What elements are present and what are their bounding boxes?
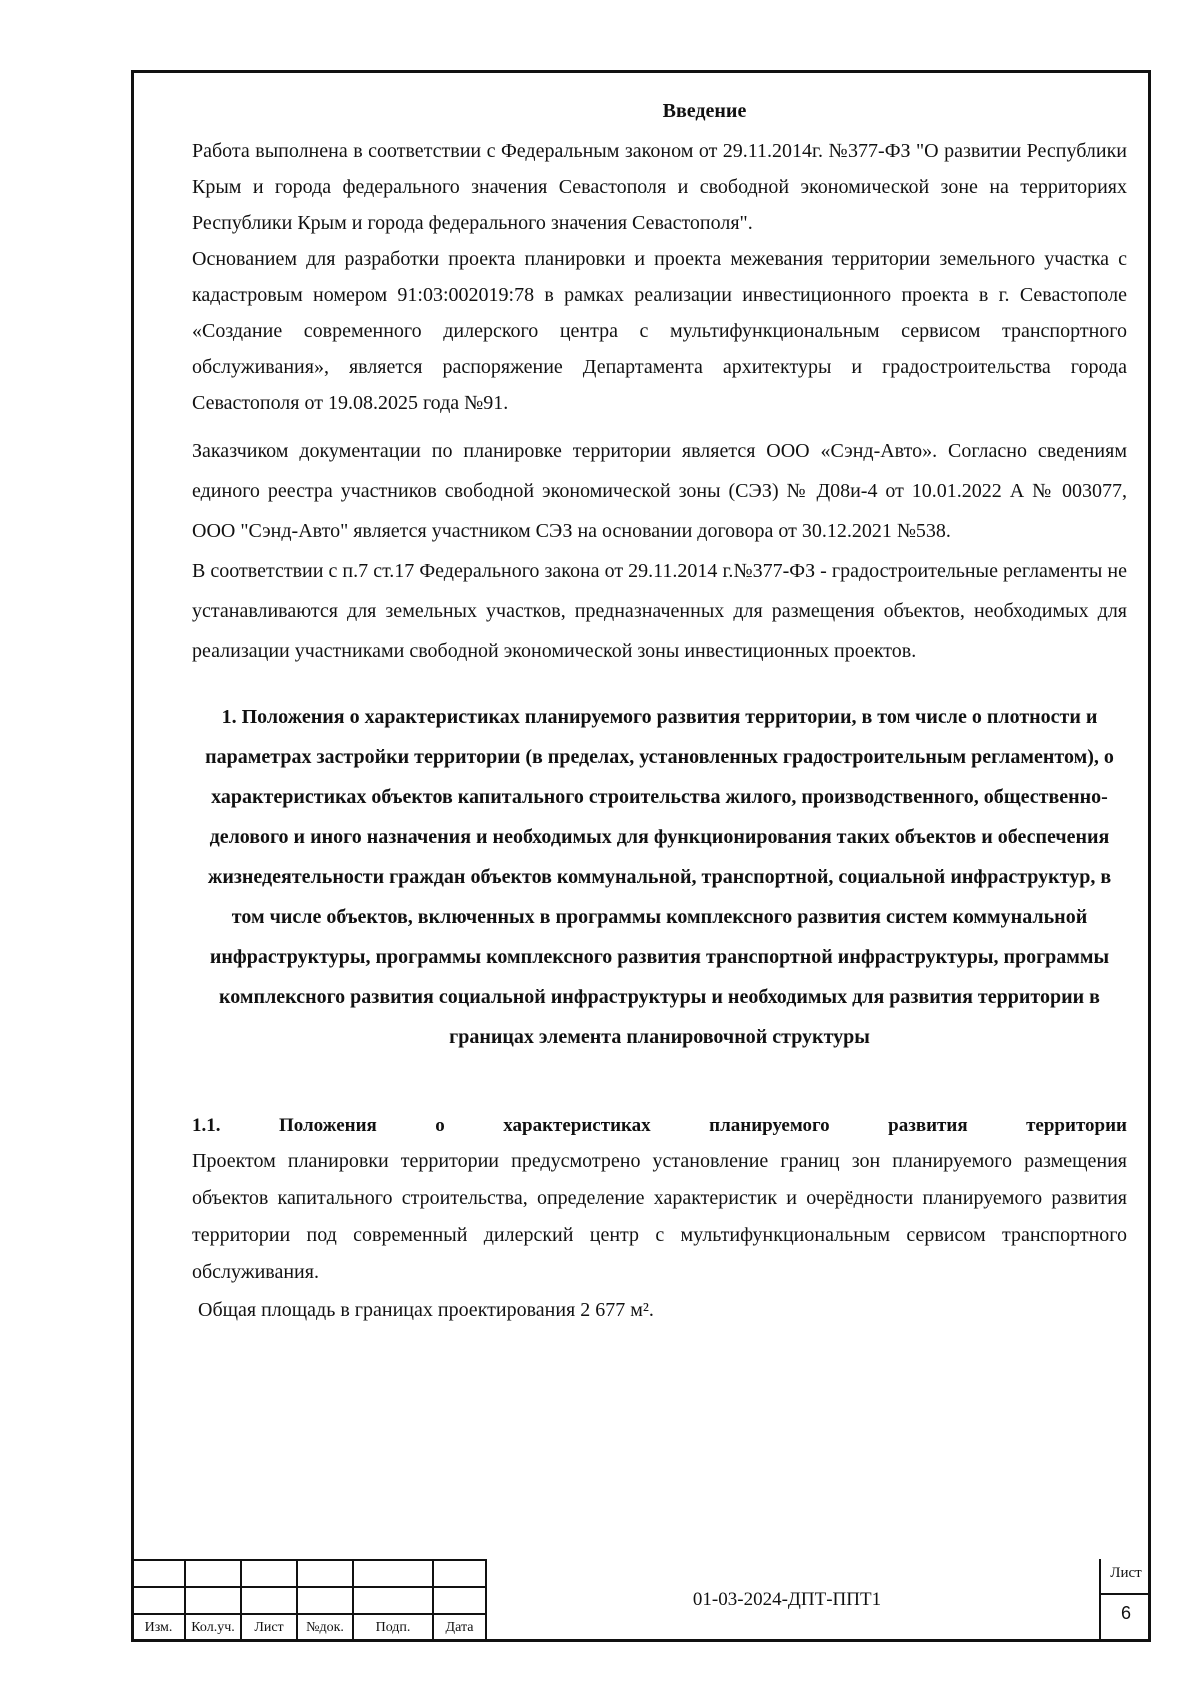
page-title: Введение [662,100,747,122]
subsection-paragraph: Проектом планировки территории предусмотрено установление границ зон планируемого размещения объектов капитального строительства, определение характеристик и очерёдности планируемого развития территории под современный дилерский центр с мультифункциональным сервисом транспортного обслуживания. [192,1150,1127,1283]
subsection-heading-word: о [435,1115,445,1136]
stamp-col-date: Дата [433,1614,486,1641]
document-code-box [485,1559,1087,1642]
sheet-number: 6 [1120,1603,1131,1623]
stamp-col-signature: Подп. [353,1614,433,1641]
subsection-heading-word: территории [1026,1115,1127,1136]
sheet-divider [1101,1593,1151,1595]
stamp-col-change: Изм. [132,1614,185,1641]
revision-grid [131,1559,487,1642]
intro-paragraph: Заказчиком документации по планировке территории является ООО «Сэнд-Авто». Согласно сведениям единого реестра участников свободной экономической зоны (СЭЗ) № Д08и-4 от 10.01.2022 А № 003077, ООО "Сэнд-Авто" является участником СЭЗ на основании договора от 30.12.2021 №538. [192,440,1127,542]
section-heading: 1. Положения о характеристиках планируемого развития территории, в том числе о плотности и параметрах застройки территории (в пределах, установленных градостроительным регламентом), о характеристиках объектов капитального строительства жилого, производственного, общественно-делового и иного назначения и необходимых для функционирования таких объектов и обеспечения жизнедеятельности граждан объектов коммунальной, транспортной, социальной инфраструктур, в том числе объектов, включенных в программы комплексного развития систем коммунальной инфраструктуры, программы комплексного развития транспортной инфраструктуры, программы комплексного развития социальной инфраструктуры и необходимых для развития территории в границах элемента планировочной структуры [205,706,1114,1048]
intro-paragraph: В соответствии с п.7 ст.17 Федерального закона от 29.11.2014 г.№377-ФЗ - градостроительные регламенты не устанавливаются для земельных участков, предназначенных для размещения объектов, необходимых для реализации участниками свободной экономической зоны инвестиционных проектов. [192,560,1127,662]
title-block [131,1559,1151,1642]
stamp-col-docnum: №док. [297,1614,353,1641]
document-code: 01-03-2024-ДПТ-ППТ1 [692,1589,882,1610]
subsection-heading-word: Положения [278,1115,377,1136]
document-body [192,100,1127,1325]
area-text: Общая площадь в границах проектирования 2 677 м². [198,1299,654,1321]
stamp-col-sheet: Лист [241,1614,297,1641]
subsection-heading [192,1111,1127,1141]
stamp-col-count: Кол.уч. [185,1614,241,1641]
subsection-heading-word: планируемого [709,1115,830,1136]
sheet-box [1099,1559,1151,1642]
sheet-label: Лист [1110,1565,1142,1581]
intro-paragraph: Работа выполнена в соответствии с Федеральным законом от 29.11.2014г. №377-ФЗ "О развитии Республики Крым и города федерального значения Севастополя и свободной экономической зоне на территориях Республики Крым и города федерального значения Севастополя". [192,140,1127,234]
subsection-heading-word: развития [888,1115,968,1136]
subsection-heading-word: характеристиках [503,1115,651,1136]
subsection-heading-word: 1.1. [192,1115,221,1136]
intro-paragraph: Основанием для разработки проекта планировки и проекта межевания территории земельного участка с кадастровым номером 91:03:002019:78 в рамках реализации инвестиционного проекта в г. Севастополе «Создание современного дилерского центра с мультифункциональным сервисом транспортного обслуживания», является распоряжение Департамента архитектуры и градостроительства города Севастополя от 19.08.2025 года №91. [192,248,1127,414]
